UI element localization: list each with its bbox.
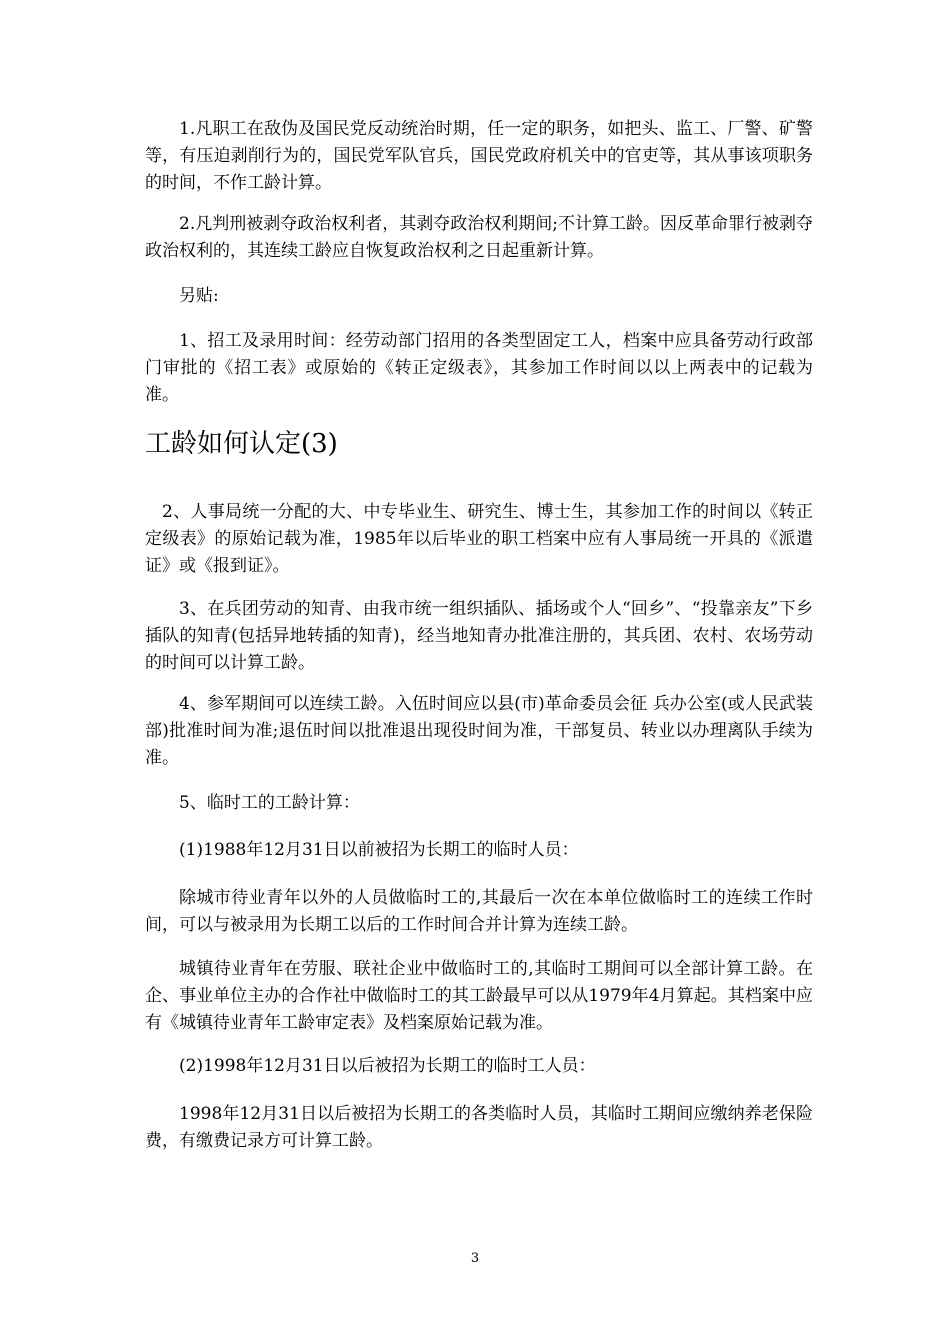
- paragraph-12: (2)1998年12月31日以后被招为长期工的临时工人员：: [179, 1056, 596, 1076]
- page-number: 3: [470, 1251, 480, 1266]
- paragraph-8: 5、临时工的工龄计算：: [179, 793, 360, 813]
- paragraph-6: 3、在兵团劳动的知青、由我市统一组织插队、插场或个人“回乡”、“投靠亲友”下乡插队的知青(包括异地转插的知青)，经当地知青办批准注册的，其兵团、农村、农场劳动的时间可以计算工龄。: [145, 599, 813, 673]
- paragraph-7: 4、参军期间可以连续工龄。入伍时间应以县(市)革命委员会征 兵办公室(或人民武装部)批准时间为准;退伍时间以批准退出现役时间为准，干部复员、转业以办理离队手续为准。: [145, 694, 813, 768]
- paragraph-3: 另贴:: [179, 286, 219, 306]
- paragraph-5: 2、人事局统一分配的大、中专毕业生、研究生、博士生，其参加工作的时间以《转正定级表》的原始记载为准，1985年以后毕业的职工档案中应有人事局统一开具的《派遣证》或《报到证》。: [145, 502, 813, 576]
- paragraph-1: 1.凡职工在敌伪及国民党反动统治时期，任一定的职务，如把头、监工、厂警、矿警等，有压迫剥削行为的，国民党军队官兵，国民党政府机关中的官吏等，其从事该项职务的时间，不作工龄计算。: [145, 119, 813, 193]
- paragraph-13: 1998年12月31日以后被招为长期工的各类临时人员，其临时工期间应缴纳养老保险费，有缴费记录方可计算工龄。: [145, 1104, 813, 1151]
- paragraph-9: (1)1988年12月31日以前被招为长期工的临时人员：: [179, 840, 579, 860]
- paragraph-2: 2.凡判刑被剥夺政治权利者，其剥夺政治权利期间;不计算工龄。因反革命罪行被剥夺政治权利的，其连续工龄应自恢复政治权利之日起重新计算。: [145, 214, 813, 261]
- paragraph-11: 城镇待业青年在劳服、联社企业中做临时工的,其临时工期间可以全部计算工龄。在企、事业单位主办的合作社中做临时工的其工龄最早可以从1979年4月算起。其档案中应有《城镇待业青年工龄审定表》及档案原始记载为准。: [145, 959, 813, 1033]
- section-title: 工龄如何认定(3): [145, 429, 338, 459]
- paragraph-10: 除城市待业青年以外的人员做临时工的,其最后一次在本单位做临时工的连续工作时间，可以与被录用为长期工以后的工作时间合并计算为连续工龄。: [145, 888, 813, 935]
- paragraph-4: 1、招工及录用时间：经劳动部门招用的各类型固定工人，档案中应具备劳动行政部门审批的《招工表》或原始的《转正定级表》，其参加工作时间以以上两表中的记载为准。: [145, 331, 813, 405]
